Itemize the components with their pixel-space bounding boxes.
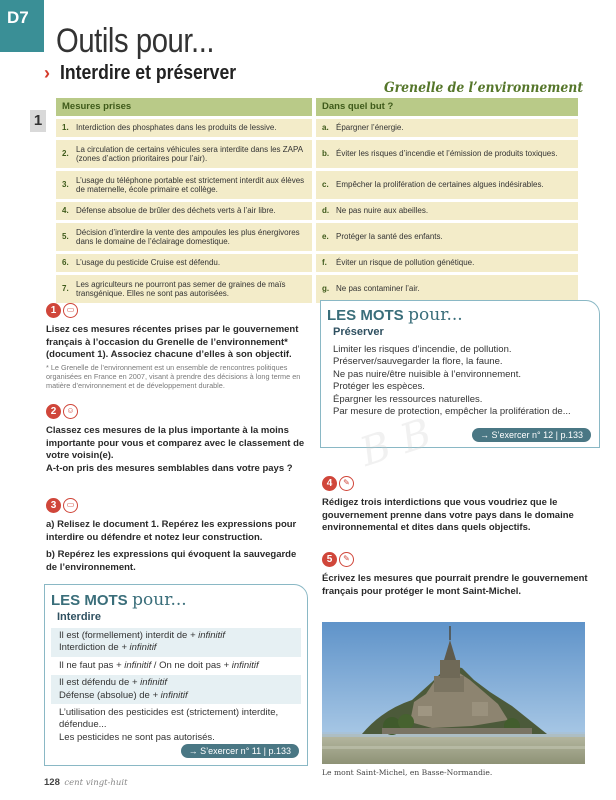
- goal-text: Ne pas nuire aux abeilles.: [336, 206, 429, 216]
- vocab-box-interdire: [44, 584, 308, 766]
- measure-cell: [56, 171, 312, 199]
- measure-number: 6.: [62, 258, 69, 268]
- page-subtitle: Interdire et préserver: [60, 62, 237, 84]
- vocab-line: L’utilisation des pesticides est (strictement) interdite, défendue...: [59, 707, 279, 731]
- exercise-5-badge: [322, 552, 592, 567]
- vocab-box-preserver: [320, 300, 600, 448]
- goal-letter: g.: [322, 284, 330, 294]
- measure-text: Les agriculteurs ne pourront pas semer de graines de maïs transgénique. Elles ne sont pas autorisées.: [76, 279, 286, 298]
- vocab-line: Il ne faut pas + infinitif / On ne doit pas + infinitif: [59, 659, 259, 671]
- exercise-4-badge: [322, 476, 592, 491]
- goal-text: Éviter les risques d’incendie et l’émission de produits toxiques.: [336, 149, 558, 159]
- exercise-1-badge: [46, 303, 308, 318]
- goal-cell: [316, 223, 578, 251]
- page-title: Outils pour...: [56, 22, 215, 60]
- table-row: [56, 254, 578, 272]
- vocab-line: Épargner les ressources naturelles.: [333, 393, 483, 405]
- exercise-1: [46, 303, 308, 390]
- measure-number: 1.: [62, 123, 69, 133]
- measure-text: Décision d’interdire la vente des ampoules les plus énergivores dans le domaine de l’éclairage domestique.: [76, 227, 300, 246]
- exercise-1-footnote: * Le Grenelle de l’environnement est un ensemble de rencontres politiques organisées en France en 2007, visant à prendre des décisions à long terme en matière d’environnement et de développement durable.: [46, 362, 301, 390]
- unit-tab: D7: [0, 0, 44, 52]
- vocab-box-pour: pour...: [132, 590, 187, 610]
- exercise-1-instruction: Lisez ces mesures récentes prises par le gouvernement français à l’occasion du Grenelle de l’environnement* (document 1). Associez chacune d’elles à son objectif.: [46, 324, 299, 360]
- table-row: [56, 223, 578, 251]
- watermark: B B: [354, 410, 437, 476]
- vocab-line: Ne pas nuire/être nuisible à l’environnement.: [333, 368, 521, 380]
- book-icon: ▭: [63, 498, 78, 513]
- group-icon: ☺: [63, 404, 78, 419]
- subtitle-chevron-icon: ›: [44, 63, 50, 83]
- column-header-goals: Dans quel but ?: [316, 98, 578, 116]
- measure-cell: [56, 223, 312, 251]
- vocab-line: Défense (absolue) de + infinitif: [59, 689, 188, 701]
- measure-number: 2.: [62, 149, 69, 159]
- photo-illustration: [322, 622, 585, 764]
- exercise-2-instruction: Classez ces mesures de la plus importante à la moins importante pour vous et comparez avec le classement de votre voisin(e).: [46, 425, 305, 461]
- table-row: [56, 171, 578, 199]
- vocab-group-3: [51, 675, 301, 704]
- vocab-line: Il est (formellement) interdit de + infinitif: [59, 630, 226, 641]
- exercise-3: [46, 498, 308, 574]
- vocab-line: Interdiction de + infinitif: [59, 642, 157, 654]
- measure-cell: [56, 140, 312, 168]
- measure-text: Interdiction des phosphates dans les produits de lessive.: [76, 123, 277, 133]
- goal-cell: [316, 275, 578, 303]
- goal-cell: [316, 119, 578, 137]
- exercise-number: 3: [46, 498, 61, 513]
- vocab-box-title: LES MOTS: [51, 592, 128, 609]
- goal-cell: [316, 171, 578, 199]
- measure-text: Défense absolue de brûler des déchets verts à l’air libre.: [76, 206, 276, 216]
- goal-cell: [316, 202, 578, 220]
- document-source-label: Grenelle de l’environnement: [384, 80, 584, 96]
- exercise-link-12[interactable]: [472, 425, 591, 443]
- goal-letter: e.: [322, 232, 329, 242]
- measure-number: 5.: [62, 232, 69, 242]
- goal-cell: [316, 254, 578, 272]
- exercise-3a: a) Relisez le document 1. Repérez les expressions pour interdire ou défendre et notez leur construction.: [46, 519, 297, 543]
- exercise-2: [46, 404, 308, 475]
- vocab-box-subtitle: Préserver: [333, 326, 384, 338]
- vocab-box-subtitle: Interdire: [57, 611, 102, 623]
- vocab-line: Préserver/sauvegarder la flore, la faune.: [333, 356, 503, 368]
- page-footer: [44, 772, 128, 790]
- measure-text: La circulation de certains véhicules sera interdite dans les ZAPA (zones d’action prioritaires pour l’air).: [76, 144, 303, 163]
- exercise-2-badge: [46, 404, 308, 419]
- book-icon: ▭: [63, 303, 78, 318]
- vocab-line: Limiter les risques d’incendie, de pollution.: [333, 344, 512, 355]
- vocab-line: Les pesticides ne sont pas autorisés.: [59, 731, 215, 743]
- table-row: [56, 275, 578, 303]
- goal-letter: b.: [322, 149, 330, 159]
- exercise-reference[interactable]: → S’exercer n° 12 | p.133: [472, 428, 591, 442]
- vocab-box-title: LES MOTS: [327, 307, 404, 324]
- page-number-words: cent vingt-huit: [64, 778, 128, 788]
- measure-number: 3.: [62, 180, 69, 190]
- measure-text: L’usage du pesticide Cruise est défendu.: [76, 258, 221, 268]
- goal-cell: [316, 140, 578, 168]
- exercise-4-instruction: Rédigez trois interdictions que vous voudriez que le gouvernement prenne dans votre pays dans le domaine environnemental et dites dans quels objectifs.: [322, 497, 574, 533]
- goal-text: Ne pas contaminer l’air.: [336, 284, 420, 294]
- column-header-measures: Mesures prises: [56, 98, 312, 116]
- vocab-line: Il est défendu de + infinitif: [59, 677, 168, 689]
- goal-text: Protéger la santé des enfants.: [336, 232, 443, 242]
- document-number: 1: [30, 110, 46, 132]
- goal-letter: d.: [322, 206, 330, 216]
- exercise-2-question: A-t-on pris des mesures semblables dans votre pays ?: [46, 462, 293, 474]
- exercise-number: 4: [322, 476, 337, 491]
- vocab-group-1: [51, 628, 301, 657]
- exercise-number: 5: [322, 552, 337, 567]
- measure-cell: [56, 275, 312, 303]
- table-row: [56, 202, 578, 220]
- goal-text: Empêcher la prolifération de certaines algues indésirables.: [336, 180, 544, 190]
- goal-text: Éviter un risque de pollution génétique.: [336, 258, 475, 268]
- vocab-line: Par mesure de protection, empêcher la prolifération de...: [333, 406, 571, 418]
- photo-caption: Le mont Saint-Michel, en Basse-Normandie.: [322, 768, 493, 777]
- measures-table: [56, 98, 578, 303]
- exercise-number: 2: [46, 404, 61, 419]
- vocab-list: [321, 338, 599, 418]
- measure-cell: [56, 119, 312, 137]
- vocab-box-pour: pour...: [408, 305, 463, 325]
- exercise-link-11[interactable]: [181, 741, 299, 759]
- goal-letter: f.: [322, 258, 327, 268]
- pen-icon: ✎: [339, 476, 354, 491]
- measure-cell: [56, 254, 312, 272]
- exercise-4: [322, 476, 592, 535]
- exercise-5: [322, 552, 592, 598]
- table-row: [56, 140, 578, 168]
- table-header: [56, 98, 578, 116]
- pen-icon: ✎: [339, 552, 354, 567]
- page-number: 128: [44, 777, 60, 788]
- vocab-line: Protéger les espèces.: [333, 381, 425, 393]
- exercise-reference[interactable]: → S’exercer n° 11 | p.133: [181, 744, 299, 758]
- exercise-3-badge: [46, 498, 308, 513]
- mont-saint-michel-photo: [322, 622, 585, 764]
- exercise-5-instruction: Écrivez les mesures que pourrait prendre le gouvernement français pour protéger le mont Saint-Michel.: [322, 573, 588, 597]
- measure-number: 4.: [62, 206, 69, 216]
- goal-text: Épargner l’énergie.: [336, 123, 404, 133]
- vocab-group-4: [51, 706, 301, 745]
- exercise-number: 1: [46, 303, 61, 318]
- exercise-3b: b) Repérez les expressions qui évoquent la sauvegarde de l’environnement.: [46, 549, 297, 573]
- measure-cell: [56, 202, 312, 220]
- vocab-box-heading: [45, 585, 307, 610]
- measure-text: L’usage du téléphone portable est strictement interdit aux élèves de maternelle, école primaire et collège.: [76, 175, 305, 194]
- goal-letter: c.: [322, 180, 329, 190]
- vocab-box-heading: [321, 301, 599, 325]
- table-row: [56, 119, 578, 137]
- goal-letter: a.: [322, 123, 329, 133]
- measure-number: 7.: [62, 284, 69, 294]
- vocab-group-2: [51, 659, 301, 673]
